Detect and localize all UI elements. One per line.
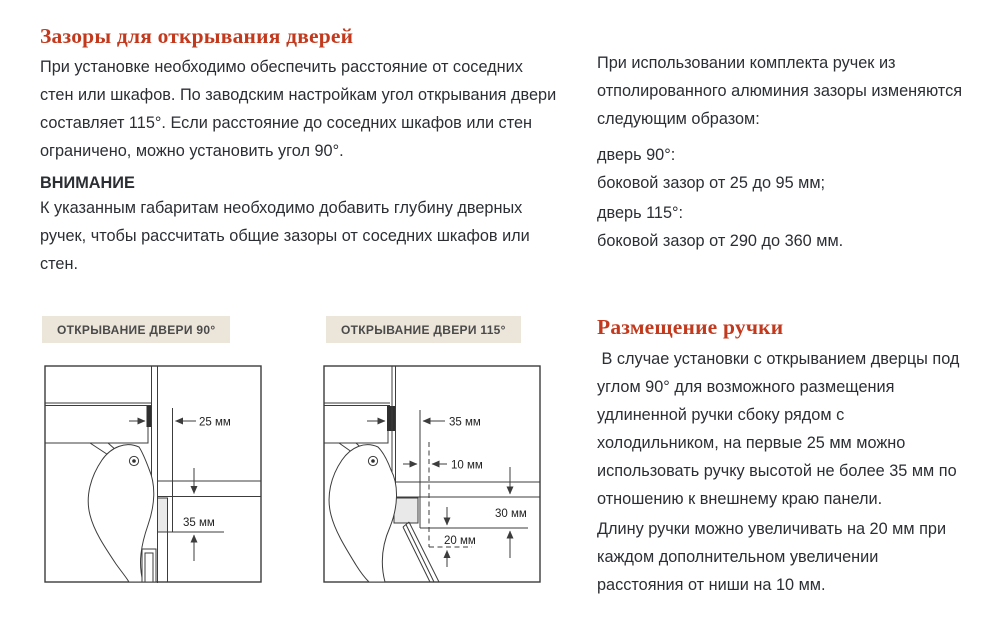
- dimension-20mm-115-label: 20 мм: [444, 535, 476, 547]
- dimension-10mm-115: [403, 442, 483, 547]
- door90-label: дверь 90°:: [597, 146, 676, 164]
- door115-label: дверь 115°:: [597, 204, 684, 222]
- gap-block-90: [158, 498, 168, 532]
- door90-gap-value: боковой зазор от 25 до 95 мм;: [597, 174, 826, 192]
- diagram-115-drawing: [323, 365, 541, 583]
- adjacent-cabinet-90: [45, 403, 152, 443]
- dimension-35mm-label: 35 мм: [183, 517, 215, 529]
- dimension-25mm-label: 25 мм: [199, 416, 231, 429]
- dimension-35mm-115-label: 35 мм: [449, 416, 481, 429]
- section-title-door-clearances: Зазоры для открывания дверей: [40, 24, 354, 48]
- handle-placement-paragraph-2: Длину ручки можно увеличивать на 20 мм при каждом дополнительном увеличении расстояния от ниши на 10 мм.: [597, 520, 947, 594]
- handle-kit-intro: При использовании комплекта ручек из отполированного алюминия зазоры изменяются следующим образом:: [597, 54, 963, 128]
- handle-placement-paragraph-1: В случае установки с открыванием дверцы под углом 90° для возможного размещения удлиненной ручки сбоку рядом с холодильником, на первые 25 мм можно использовать ручку высотой не более 35 мм по отношению к внешнему краю панели.: [597, 350, 964, 508]
- door-body-115: [329, 445, 396, 582]
- open-door-panel-115: [403, 522, 439, 582]
- attention-paragraph: К указанным габаритам необходимо добавить глубину дверных ручек, чтобы рассчитать общие зазоры от соседних шкафов или стен.: [40, 199, 530, 273]
- section-title-handle-placement: Размещение ручки: [597, 315, 784, 339]
- hinge-pivot-115: [368, 456, 377, 465]
- adjacent-cabinet-115: [324, 403, 395, 443]
- attention-heading: ВНИМАНИЕ: [40, 174, 135, 192]
- door90-gap-block: [597, 141, 969, 197]
- clearance-intro-paragraph: При установке необходимо обеспечить расстояние от соседних стен или шкафов. По заводским настройкам угол открывания двери составляет 115°. Если расстояние до соседних шкафов или стен ограничено, можно установить угол 90°.: [40, 58, 557, 160]
- diagram-90-caption: ОТКРЫВАНИЕ ДВЕРИ 90°: [42, 316, 230, 343]
- door115-gap-block: [597, 199, 969, 255]
- dimension-30mm-115: [495, 467, 527, 558]
- gap-block-115: [394, 498, 418, 523]
- dimension-30mm-115-label: 30 мм: [495, 508, 527, 520]
- diagram-90-drawing: [44, 365, 262, 583]
- door115-gap-value: боковой зазор от 290 до 360 мм.: [597, 232, 844, 250]
- dimension-10mm-115-label: 10 мм: [451, 459, 483, 472]
- hinge-pivot-90: [129, 456, 138, 465]
- dimension-35mm: [183, 468, 215, 561]
- plinth-90: [142, 549, 156, 582]
- dimension-20mm-115: [429, 507, 476, 567]
- diagram-115-caption: ОТКРЫВАНИЕ ДВЕРИ 115°: [326, 316, 521, 343]
